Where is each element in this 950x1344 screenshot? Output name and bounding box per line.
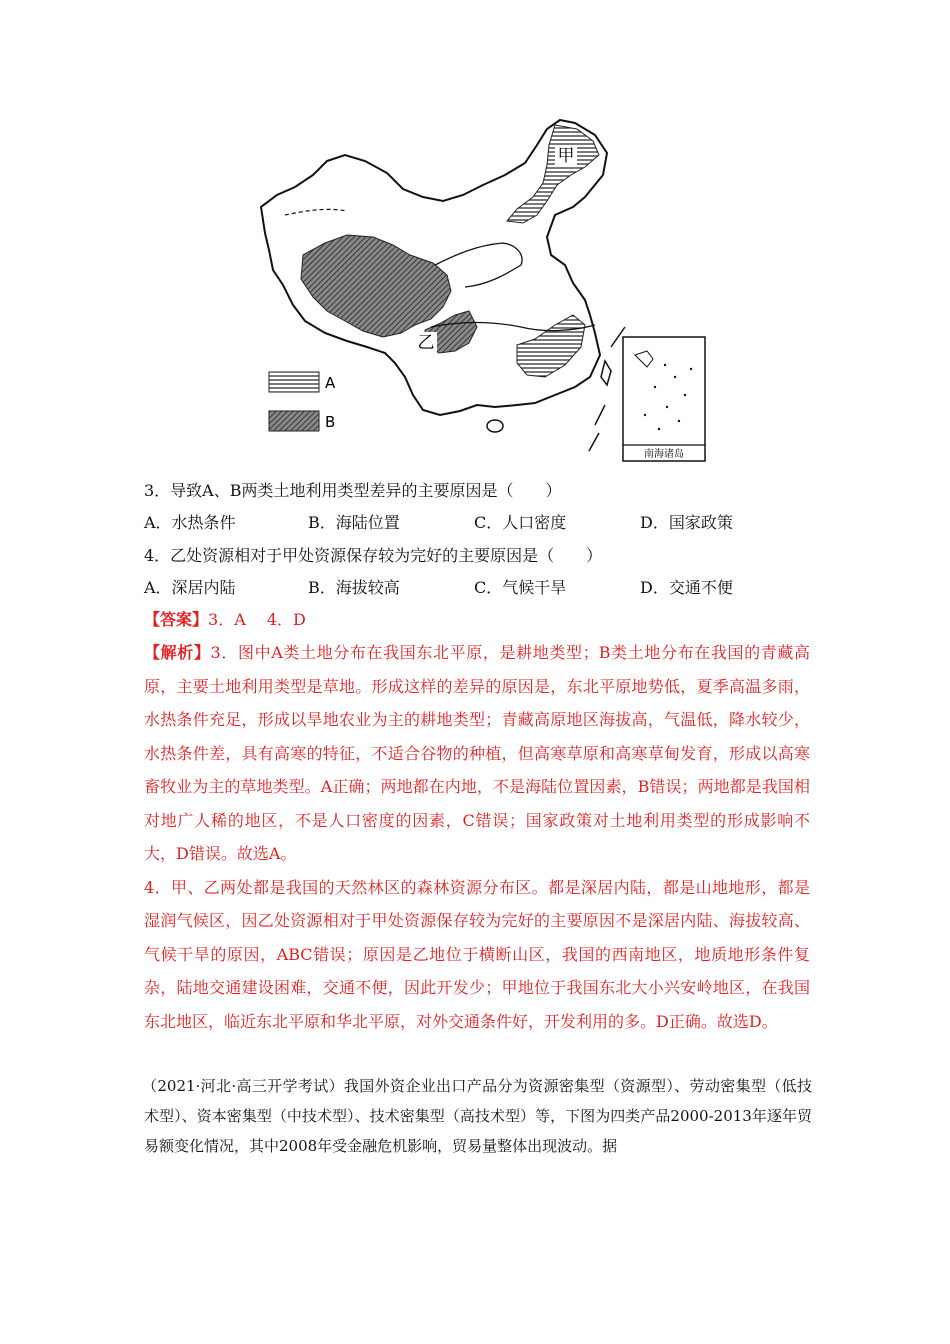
analysis-block	[144, 636, 810, 1038]
legend-a-label: A	[325, 374, 336, 392]
question-3-stem: 3．导致A、B两类土地利用类型差异的主要原因是（ ）	[144, 481, 562, 500]
question-4-stem: 4．乙处资源相对于甲处资源保存较为完好的主要原因是（ ）	[144, 546, 603, 565]
q4-option-c: C．气候干旱	[474, 578, 567, 597]
answer-tag: 【答案】	[144, 610, 209, 629]
q4-option-b: B．海拔较高	[308, 578, 400, 597]
q4-option-d: D．交通不便	[640, 578, 733, 597]
answer-line	[144, 609, 306, 631]
answer-text: 3．A 4．D	[208, 610, 306, 629]
q3-option-a: A．水热条件	[144, 513, 236, 532]
legend-b-label: B	[325, 413, 336, 431]
inset-caption: 南海诸岛	[644, 449, 684, 460]
china-land-use-map	[255, 115, 710, 465]
q3-option-b: B．海陆位置	[308, 513, 400, 532]
q3-option-c: C．人口密度	[474, 513, 567, 532]
analysis-text-3: 3．图中A类土地分布在我国东北平原，是耕地类型；B类土地分布在我国的青藏高原，主要土地利用类型是草地。形成这样的差异的原因是，东北平原地势低，夏季高温多雨，水热条件充足，形成以旱地农业为主的耕地类型；青藏高原地区海拔高，气温低，降水较少，水热条件差，具有高寒的特征，不适合谷物的种植，但高寒草原和高寒草甸发育，形成以高寒畜牧业为主的草地类型。A正确；两地都在内地，不是海陆位置因素，B错误；两地都是我国相对地广人稀的地区，不是人口密度的因素，C错误；国家政策对土地利用类型的形成影响不大，D错误。故选A。	[144, 643, 810, 863]
label-yi: 乙	[417, 333, 435, 353]
label-jia: 甲	[557, 146, 575, 166]
analysis-tag: 【解析】	[144, 643, 211, 662]
legend-b-swatch	[269, 411, 319, 431]
q4-option-a: A．深居内陆	[144, 578, 236, 597]
next-question-passage: （2021·河北·高三开学考试）我国外资企业出口产品分为资源密集型（资源型）、劳动密集型（低技术型）、资本密集型（中技术型）、技术密集型（高技术型）等，下图为四类产品2000-2013年逐年贸易额变化情况，其中2008年受金融危机影响，贸易量整体出现波动。据	[142, 1077, 812, 1155]
analysis-paragraph-3	[144, 636, 810, 871]
legend-a-swatch	[269, 372, 319, 392]
q3-option-d: D．国家政策	[640, 513, 733, 532]
analysis-paragraph-4: 4．甲、乙两处都是我国的天然林区的森林资源分布区。都是深居内陆，都是山地地形，都是湿润气候区，因乙处资源相对于甲处资源保存较为完好的主要原因不是深居内陆、海拔较高、气候干旱的原因，ABC错误；原因是乙地位于横断山区，我国的西南地区，地质地形条件复杂，陆地交通建设困难，交通不便，因此开发少；甲地位于我国东北大小兴安岭地区，在我国东北地区，临近东北平原和华北平原，对外交通条件好，开发利用的多。D正确。故选D。	[144, 877, 810, 1031]
